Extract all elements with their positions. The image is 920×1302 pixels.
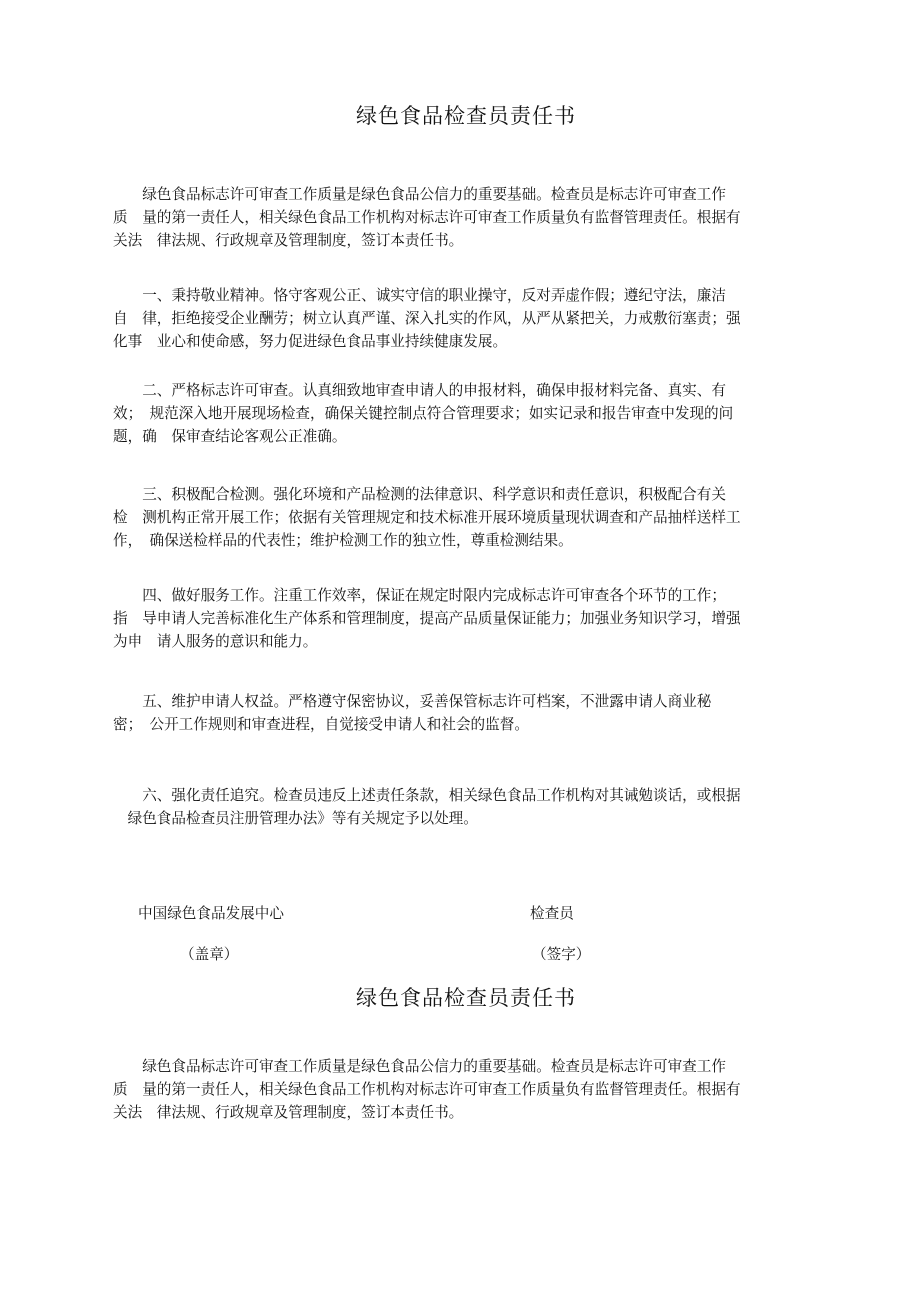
- paragraph-line: 绿色食品标志许可审查工作质量是绿色食品公信力的重要基础。检查员是标志许可审查工作: [113, 1058, 726, 1075]
- paragraph-line: 五、维护申请人权益。严格遵守保密协议，妥善保管标志许可档案，不泄露申请人商业秘: [113, 693, 712, 710]
- paragraph-line: 关法 律法规、行政规章及管理制度，签订本责任书。: [113, 1104, 464, 1121]
- paragraph-line: 关法 律法规、行政规章及管理制度，签订本责任书。: [113, 232, 464, 249]
- paragraph-line: 绿色食品检查员注册管理办法》等有关规定予以处理。: [113, 810, 478, 827]
- document-title: 绿色食品检查员责任书: [356, 104, 576, 128]
- paragraph-line: 二、严格标志许可审查。认真细致地审查申请人的申报材料，确保申报材料完备、真实、有: [113, 382, 726, 399]
- clause-1-paragraph: [113, 284, 818, 353]
- paragraph-line: 题，确 保审查结论客观公正准确。: [113, 428, 347, 445]
- paragraph-line: 绿色食品标志许可审查工作质量是绿色食品公信力的重要基础。检查员是标志许可审查工作: [113, 186, 726, 203]
- paragraph-line: 六、强化责任追究。检查员违反上述责任条款，相关绿色食品工作机构对其诫勉谈话，或根据: [113, 787, 741, 804]
- paragraph-line: 质 量的第一责任人，相关绿色食品工作机构对标志许可审查工作质量负有监督管理责任。根据有: [113, 1081, 741, 1098]
- paragraph-line: 检 测机构正常开展工作；依据有关管理规定和技术标准开展环境质量现状调查和产品抽样送样工: [113, 509, 741, 526]
- paragraph-line: 化事 业心和使命感，努力促进绿色食品事业持续健康发展。: [113, 333, 508, 350]
- paragraph-line: 作， 确保送检样品的代表性；维护检测工作的独立性，尊重检测结果。: [113, 532, 573, 549]
- paragraph-line: 质 量的第一责任人，相关绿色食品工作机构对标志许可审查工作质量负有监督管理责任。根据有: [113, 209, 741, 226]
- intro-paragraph: [113, 183, 818, 252]
- clause-5-paragraph: [113, 690, 818, 736]
- signature-inspector-label: 检查员: [530, 905, 574, 922]
- paragraph-line: 密； 公开工作规则和审查进程，自觉接受申请人和社会的监督。: [113, 716, 529, 733]
- intro-paragraph: [113, 1055, 818, 1124]
- clause-6-paragraph: [113, 784, 828, 830]
- signature-organization: 中国绿色食品发展中心: [138, 905, 284, 922]
- paragraph-line: 为申 请人服务的意识和能力。: [113, 633, 318, 650]
- clause-4-paragraph: [113, 584, 818, 653]
- seal-note: （盖章）: [180, 946, 239, 963]
- signature-note: （签字）: [532, 946, 591, 963]
- clause-3-paragraph: [113, 483, 818, 552]
- paragraph-line: 四、做好服务工作。注重工作效率，保证在规定时限内完成标志许可审查各个环节的工作；: [113, 587, 726, 604]
- paragraph-line: 效； 规范深入地开展现场检查，确保关键控制点符合管理要求；如实记录和报告审查中发现的问: [113, 405, 734, 422]
- paragraph-line: 自 律，拒绝接受企业酬劳；树立认真严谨、深入扎实的作风，从严从紧把关，力戒敷衍塞责；强: [113, 310, 741, 327]
- paragraph-line: 一、秉持敬业精神。恪守客观公正、诚实守信的职业操守，反对弄虚作假；遵纪守法，廉洁: [113, 287, 726, 304]
- paragraph-line: 指 导申请人完善标准化生产体系和管理制度，提高产品质量保证能力；加强业务知识学习，增强: [113, 610, 741, 627]
- document-title: 绿色食品检查员责任书: [356, 986, 576, 1010]
- clause-2-paragraph: [113, 379, 818, 448]
- paragraph-line: 三、积极配合检测。强化环境和产品检测的法律意识、科学意识和责任意识，积极配合有关: [113, 486, 726, 503]
